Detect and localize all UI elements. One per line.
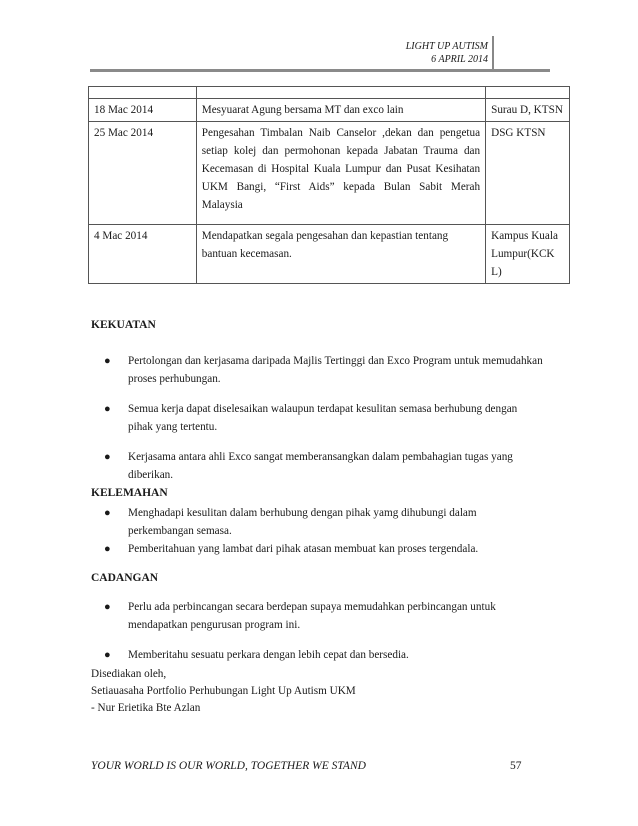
list-item: ● Semua kerja dapat diselesaikan walaupun terdapat kesulitan semasa berhubung dengan pihak yang tertentu. (104, 400, 544, 436)
list-item: ● Kerjasama antara ahli Exco sangat memberansangkan dalam pembahagian tugas yang diberikan. (104, 448, 544, 484)
date-cell: 4 Mac 2014 (89, 225, 197, 284)
header-vertical-rule (492, 36, 494, 71)
list-item: ● Memberitahu sesuatu perkara dengan lebih cepat dan bersedia. (104, 646, 544, 664)
bullet-icon: ● (104, 649, 111, 661)
kelemahan-list (104, 504, 544, 558)
place-cell: DSG KTSN (486, 122, 570, 225)
list-item: ● Perlu ada perbincangan secara berdepan supaya memudahkan perbincangan untuk mendapatkan pengurusan program ini. (104, 598, 544, 634)
bullet-icon: ● (104, 543, 111, 555)
header-horizontal-rule (90, 69, 550, 72)
header-title: LIGHT UP AUTISM (405, 41, 488, 52)
footer-slogan: YOUR WORLD IS OUR WORLD, TOGETHER WE STAND (91, 760, 366, 772)
bullet-icon: ● (104, 355, 111, 367)
list-item: ● Menghadapi kesulitan dalam berhubung dengan pihak yamg dihubungi dalam perkembangan semasa. (104, 504, 544, 540)
activity-cell: Mesyuarat Agung bersama MT dan exco lain (196, 99, 485, 122)
cadangan-heading: CADANGAN (91, 572, 159, 584)
activity-cell: Mendapatkan segala pengesahan dan kepastian tentang bantuan kecemasan. (196, 225, 485, 284)
place-cell: Kampus Kuala Lumpur(KCKL) (486, 225, 570, 284)
prepared-by-name: - Nur Erietika Bte Azlan (91, 702, 201, 714)
activity-cell: Pengesahan Timbalan Naib Canselor ,dekan dan pengetua setiap kolej dan permohonan kepada Jabatan Trauma dan Kecemasan di Hospital Kuala Lumpur dan Pusat Kesihatan UKM Bangi, “First Aids” kepada Bulan Sabit Merah Malaysia (196, 122, 485, 225)
table-row-empty (89, 87, 570, 99)
cadangan-list (104, 598, 544, 664)
prepared-by-role: Setiauasaha Portfolio Perhubungan Light Up Autism UKM (91, 685, 356, 697)
prepared-by-label: Disediakan oleh, (91, 668, 167, 680)
list-item: ● Pertolongan dan kerjasama daripada Majlis Tertinggi dan Exco Program untuk memudahkan proses perhubungan. (104, 352, 544, 388)
bullet-icon: ● (104, 507, 111, 519)
kekuatan-heading: KEKUATAN (91, 319, 156, 331)
date-cell: 18 Mac 2014 (89, 99, 197, 122)
kekuatan-list (104, 352, 544, 484)
table-row (89, 99, 570, 122)
table-row (89, 225, 570, 284)
header-date: 6 APRIL 2014 (431, 54, 488, 65)
bullet-icon: ● (104, 601, 111, 613)
activity-table (88, 86, 570, 284)
kelemahan-heading: KELEMAHAN (91, 487, 168, 499)
table-row (89, 122, 570, 225)
bullet-icon: ● (104, 451, 111, 463)
date-cell: 25 Mac 2014 (89, 122, 197, 225)
place-cell: Surau D, KTSN (486, 99, 570, 122)
page-number: 57 (510, 760, 522, 772)
bullet-icon: ● (104, 403, 111, 415)
list-item: ● Pemberitahuan yang lambat dari pihak atasan membuat kan proses tergendala. (104, 540, 544, 558)
prepared-by-block (91, 666, 356, 717)
page-header (406, 40, 488, 66)
